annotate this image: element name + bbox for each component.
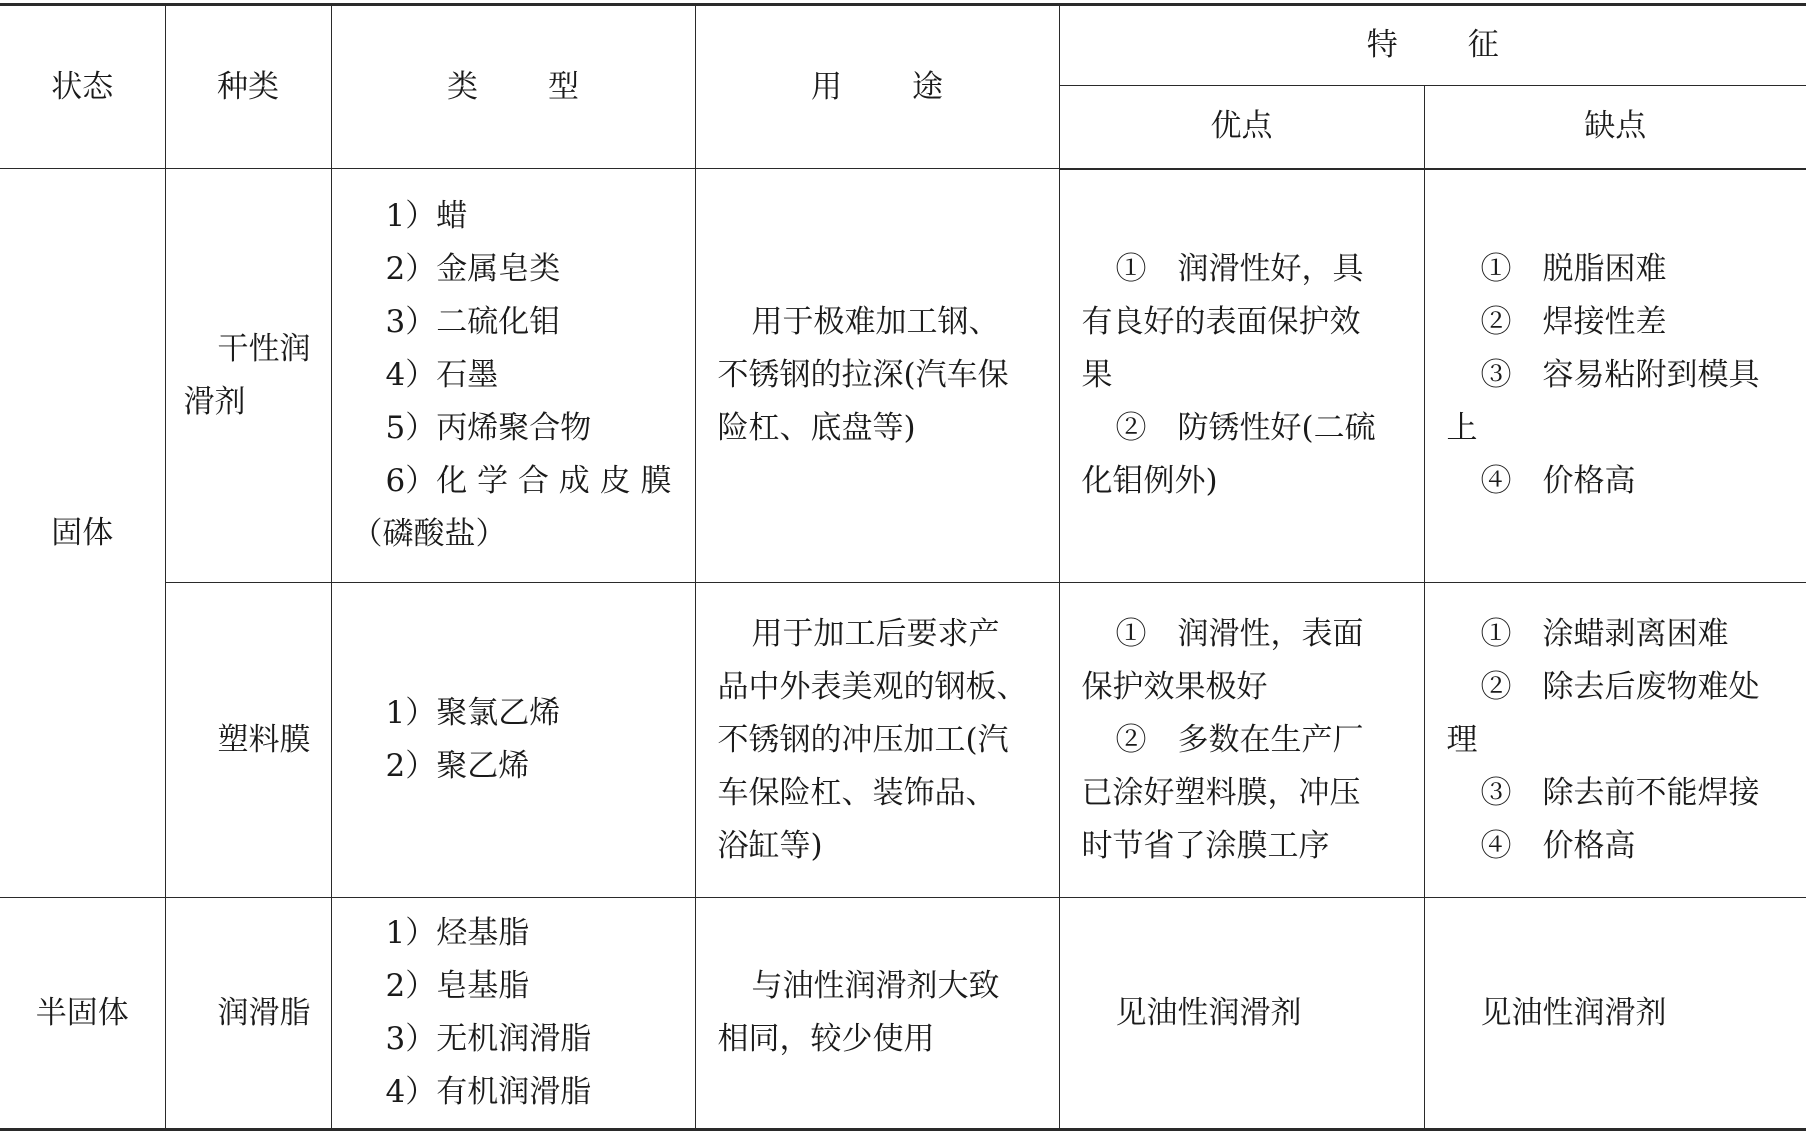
- text-line: 保护效果极好: [1081, 668, 1268, 705]
- text-line: ① 脱脂困难: [1480, 251, 1667, 288]
- use-cell: [695, 898, 1059, 1130]
- text-line: ④ 价格高: [1480, 827, 1636, 864]
- list-item: 1）烃基脂: [385, 915, 530, 951]
- text-line: 理: [1446, 721, 1478, 758]
- state-cell-solid: 固体: [0, 169, 165, 898]
- kind-line: 塑料膜: [217, 721, 311, 758]
- text-line: ③ 容易粘附到模具: [1480, 357, 1760, 394]
- text-line: 见油性润滑剂: [1480, 994, 1667, 1031]
- use-cell: [695, 583, 1059, 898]
- types-cell: [331, 169, 695, 583]
- lubricant-table: [0, 3, 1806, 1131]
- text-line: 见油性润滑剂: [1115, 994, 1302, 1031]
- text-line: 果: [1081, 357, 1113, 394]
- header-use: [695, 5, 1059, 169]
- text-line: ① 润滑性好，具: [1115, 251, 1364, 288]
- header-use-char-1: 用: [811, 68, 842, 105]
- kind-cell-dry-lubricant: [165, 169, 331, 583]
- header-kind: 种类: [165, 5, 331, 169]
- header-type-char-2: 型: [548, 68, 579, 105]
- header-use-char-2: 途: [912, 68, 943, 105]
- disadvantages-cell: [1424, 583, 1806, 898]
- disadvantages-cell: [1424, 898, 1806, 1130]
- text-line: 不锈钢的拉深(汽车保: [717, 357, 1009, 393]
- kind-line: 干性润: [217, 330, 311, 367]
- text-line: 车保险杠、装饰品、: [717, 774, 997, 811]
- text-line: ② 除去后废物难处: [1480, 668, 1760, 705]
- use-cell: [695, 169, 1059, 583]
- header-features-char-2: 征: [1467, 27, 1499, 63]
- text-line: 浴缸等): [717, 827, 823, 864]
- header-state: 状态: [0, 5, 165, 169]
- text-line: 险杠、底盘等): [717, 410, 916, 446]
- text-line: ③ 除去前不能焊接: [1480, 774, 1760, 811]
- list-item: 2）聚乙烯: [385, 748, 530, 784]
- advantages-cell: [1059, 898, 1424, 1130]
- text-line: 与油性润滑剂大致: [751, 968, 1000, 1004]
- text-line: 用于极难加工钢、: [751, 304, 1000, 340]
- list-item: 4）石墨: [385, 357, 499, 393]
- text-line: ② 防锈性好(二硫: [1115, 410, 1376, 447]
- header-row-1: [0, 5, 1806, 86]
- header-type: [331, 5, 695, 169]
- kind-line: 滑剂: [183, 383, 246, 420]
- text-line: ④ 价格高: [1480, 463, 1636, 500]
- types-cell: [331, 583, 695, 898]
- list-item: （磷酸盐）: [351, 516, 507, 552]
- text-line: 不锈钢的冲压加工(汽: [717, 721, 1009, 758]
- text-line: 用于加工后要求产: [751, 615, 1000, 652]
- list-item: 2）金属皂类: [385, 251, 561, 287]
- text-line: 时节省了涂膜工序: [1081, 827, 1330, 864]
- kind-cell-plastic-film: [165, 583, 331, 898]
- types-cell: [331, 898, 695, 1130]
- text-line: ① 涂蜡剥离困难: [1480, 615, 1729, 652]
- kind-line: 润滑脂: [217, 994, 311, 1031]
- text-line: 有良好的表面保护效: [1081, 304, 1361, 341]
- list-item: 1）蜡: [385, 198, 468, 234]
- list-item: 1）聚氯乙烯: [385, 695, 561, 731]
- header-advantages: 优点: [1059, 86, 1424, 169]
- text-line: 已涂好塑料膜，冲压: [1081, 774, 1361, 811]
- header-type-char-1: 类: [447, 68, 478, 105]
- table-row: [0, 898, 1806, 1130]
- list-item: 6）化 学 合 成 皮 膜: [385, 463, 672, 499]
- header-features: [1059, 5, 1806, 86]
- list-item: 4）有机润滑脂: [385, 1074, 592, 1110]
- advantages-cell: [1059, 583, 1424, 898]
- list-item: 2）皂基脂: [385, 968, 530, 1004]
- header-disadvantages: 缺点: [1424, 86, 1806, 169]
- state-cell-semisolid: 半固体: [0, 898, 165, 1130]
- advantages-cell: [1059, 169, 1424, 583]
- list-item: 5）丙烯聚合物: [385, 410, 592, 446]
- text-line: 上: [1446, 410, 1478, 447]
- text-line: 相同，较少使用: [717, 1021, 935, 1057]
- text-line: 品中外表美观的钢板、: [717, 668, 1028, 705]
- header-features-char-1: 特: [1366, 27, 1398, 63]
- kind-cell-grease: [165, 898, 331, 1130]
- text-line: ① 润滑性，表面: [1115, 615, 1364, 652]
- text-line: ② 焊接性差: [1480, 304, 1667, 341]
- text-line: 化钼例外): [1081, 463, 1218, 500]
- text-line: ② 多数在生产厂: [1115, 721, 1364, 758]
- table-row: [0, 583, 1806, 898]
- list-item: 3）无机润滑脂: [385, 1021, 592, 1057]
- list-item: 3）二硫化钼: [385, 304, 561, 340]
- table-row: [0, 169, 1806, 583]
- disadvantages-cell: [1424, 169, 1806, 583]
